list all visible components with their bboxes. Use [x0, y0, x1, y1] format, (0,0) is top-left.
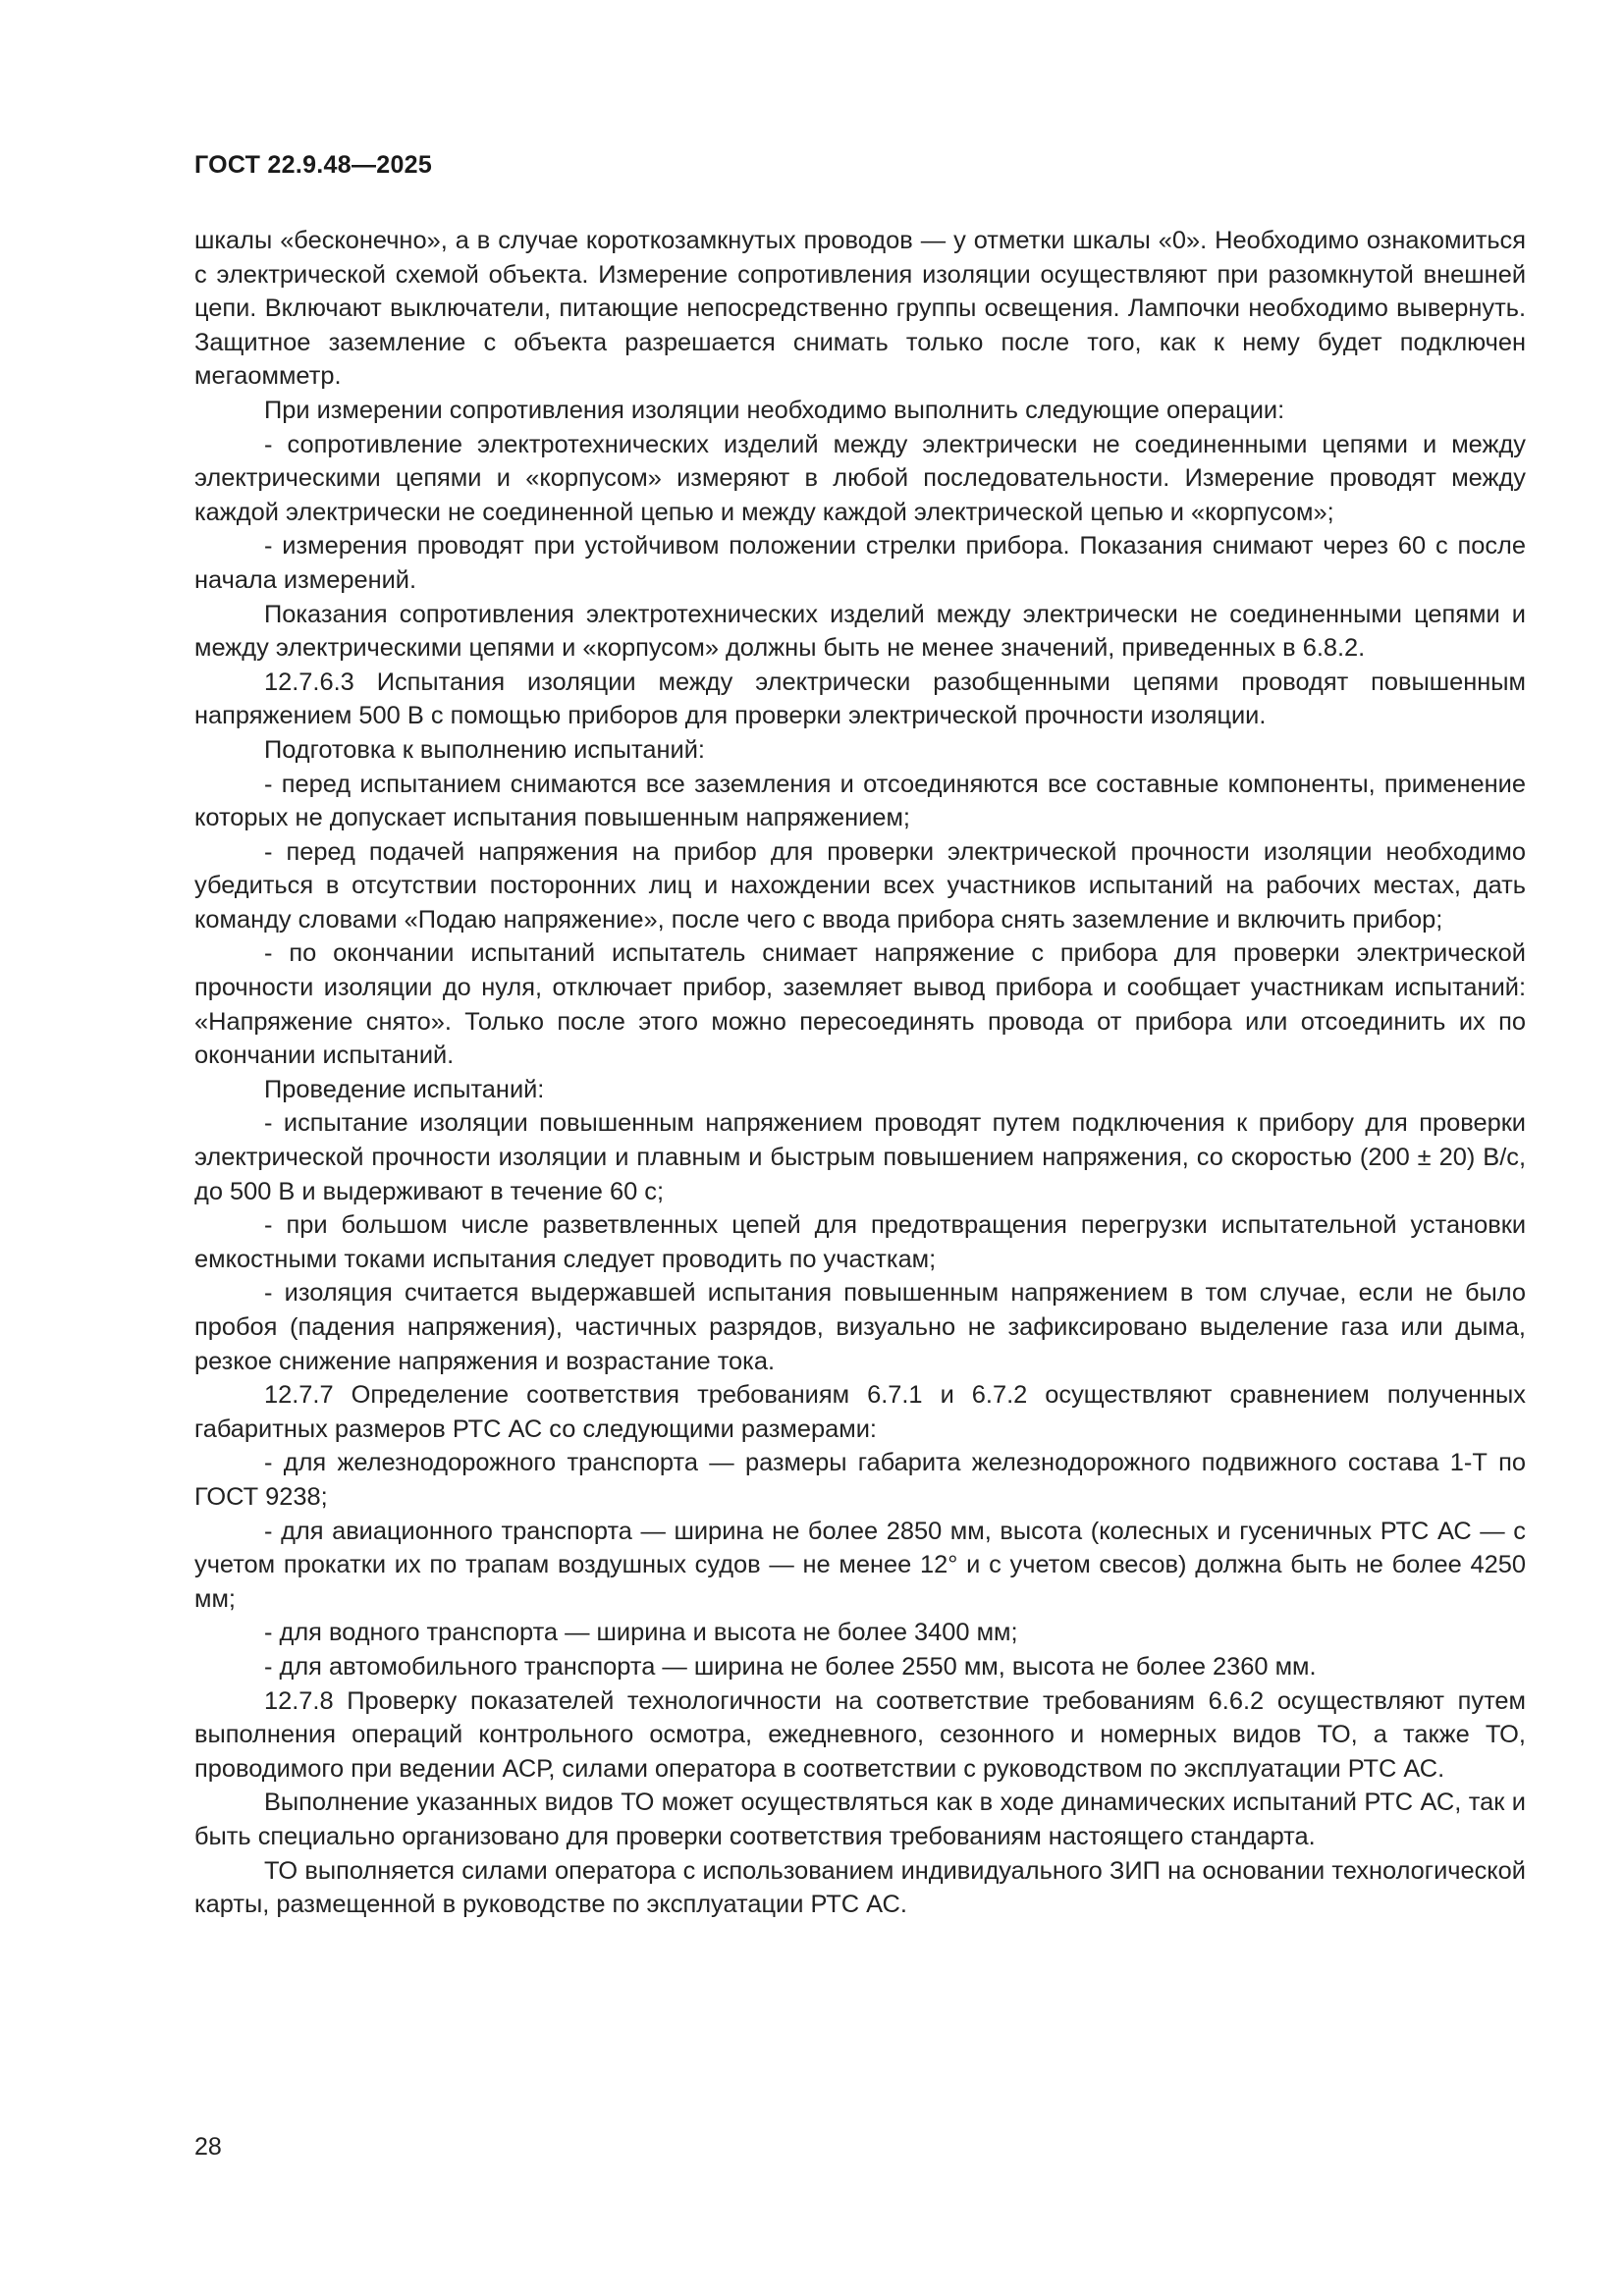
- document-body: [194, 224, 1526, 1922]
- clause-12-7-7: 12.7.7 Определение соответствия требованиям 6.7.1 и 6.7.2 осуществляют сравнением полученных габаритных размеров РТС АС со следующими размерами:: [194, 1381, 1526, 1443]
- page-number: 28: [194, 2133, 222, 2161]
- list-item: - перед испытанием снимаются все заземления и отсоединяются все составные компоненты, применение которых не допускает испытания повышенным напряжением;: [194, 770, 1526, 832]
- clause-12-7-8: 12.7.8 Проверку показателей технологичности на соответствие требованиям 6.6.2 осуществляют путем выполнения операций контрольного осмотра, ежедневного, сезонного и номерных видов ТО, а также ТО, проводимого при ведении АСР, силами оператора в соответствии с руководством по эксплуатации РТС АС.: [194, 1686, 1526, 1783]
- paragraph: Проведение испытаний:: [264, 1075, 545, 1103]
- list-item: - сопротивление электротехнических изделий между электрически не соединенными цепями и между электрическими цепями и «корпусом» измеряют в любой последовательности. Измерение проводят между каждой электрически не соединенной цепью и между каждой электрической цепью и «корпусом»;: [194, 430, 1526, 526]
- clause-12-7-6-3: 12.7.6.3 Испытания изоляции между электрически разобщенными цепями проводят повышенным напряжением 500 В с помощью приборов для проверки электрической прочности изоляции.: [194, 667, 1526, 730]
- paragraph: Показания сопротивления электротехнических изделий между электрически не соединенными цепями и между электрическими цепями и «корпусом» должны быть не менее значений, приведенных в 6.8.2.: [194, 600, 1526, 663]
- paragraph: Подготовка к выполнению испытаний:: [264, 735, 705, 764]
- list-item: - для авиационного транспорта — ширина не более 2850 мм, высота (колесных и гусеничных РТС АС — с учетом прокатки их по трапам воздушных судов — не менее 12° и с учетом свесов) должна быть не более 4250 мм;: [194, 1517, 1526, 1613]
- list-item: - для автомобильного транспорта — ширина не более 2550 мм, высота не более 2360 мм.: [264, 1652, 1317, 1681]
- list-item: - для водного транспорта — ширина и высота не более 3400 мм;: [264, 1619, 1018, 1647]
- paragraph: Выполнение указанных видов ТО может осуществляться как в ходе динамических испытаний РТС АС, так и быть специально организовано для проверки соответствия требованиям настоящего стандарта.: [194, 1789, 1526, 1850]
- list-item: - при большом числе разветвленных цепей для предотвращения перегрузки испытательной установки емкостными токами испытания следует проводить по участкам;: [194, 1211, 1526, 1273]
- paragraph: шкалы «бесконечно», а в случае короткозамкнутых проводов — у отметки шкалы «0». Необходимо ознакомиться с электрической схемой объекта. Измерение сопротивления изоляции осуществляют при разомкнутой внешней цепи. Включают выключатели, питающие непосредственно группы освещения. Лампочки необходимо вывернуть. Защитное заземление с объекта разрешается снимать только после того, как к нему будет подключен мегаомметр.: [194, 227, 1526, 391]
- list-item: - для железнодорожного транспорта — размеры габарита железнодорожного подвижного состава 1-Т по ГОСТ 9238;: [194, 1449, 1526, 1511]
- paragraph: ТО выполняется силами оператора с использованием индивидуального ЗИП на основании технологической карты, размещенной в руководстве по эксплуатации РТС АС.: [194, 1856, 1526, 1919]
- paragraph: При измерении сопротивления изоляции необходимо выполнить следующие операции:: [264, 396, 1285, 424]
- list-item: - по окончании испытаний испытатель снимает напряжение с прибора для проверки электрической прочности изоляции до нуля, отключает прибор, заземляет вывод прибора и сообщает участникам испытаний: «Напряжение снято». Только после этого можно пересоединять провода от прибора или отсоединить их по окончании испытаний.: [194, 939, 1526, 1070]
- list-item: - измерения проводят при устойчивом положении стрелки прибора. Показания снимают через 60 с после начала измерений.: [194, 532, 1526, 594]
- list-item: - перед подачей напряжения на прибор для проверки электрической прочности изоляции необходимо убедиться в отсутствии посторонних лиц и нахождении всех участников испытаний на рабочих местах, дать команду словами «Подаю напряжение», после чего с ввода прибора снять заземление и включить прибор;: [194, 837, 1526, 934]
- standard-header: ГОСТ 22.9.48—2025: [194, 151, 433, 179]
- list-item: - изоляция считается выдержавшей испытания повышенным напряжением в том случае, если не было пробоя (падения напряжения), частичных разрядов, визуально не зафиксировано выделение газа или дыма, резкое снижение напряжения и возрастание тока.: [194, 1279, 1526, 1375]
- list-item: - испытание изоляции повышенным напряжением проводят путем подключения к прибору для проверки электрической прочности изоляции и плавным и быстрым повышением напряжения, со скоростью (200 ± 20) В/с, до 500 В и выдерживают в течение 60 с;: [194, 1109, 1526, 1205]
